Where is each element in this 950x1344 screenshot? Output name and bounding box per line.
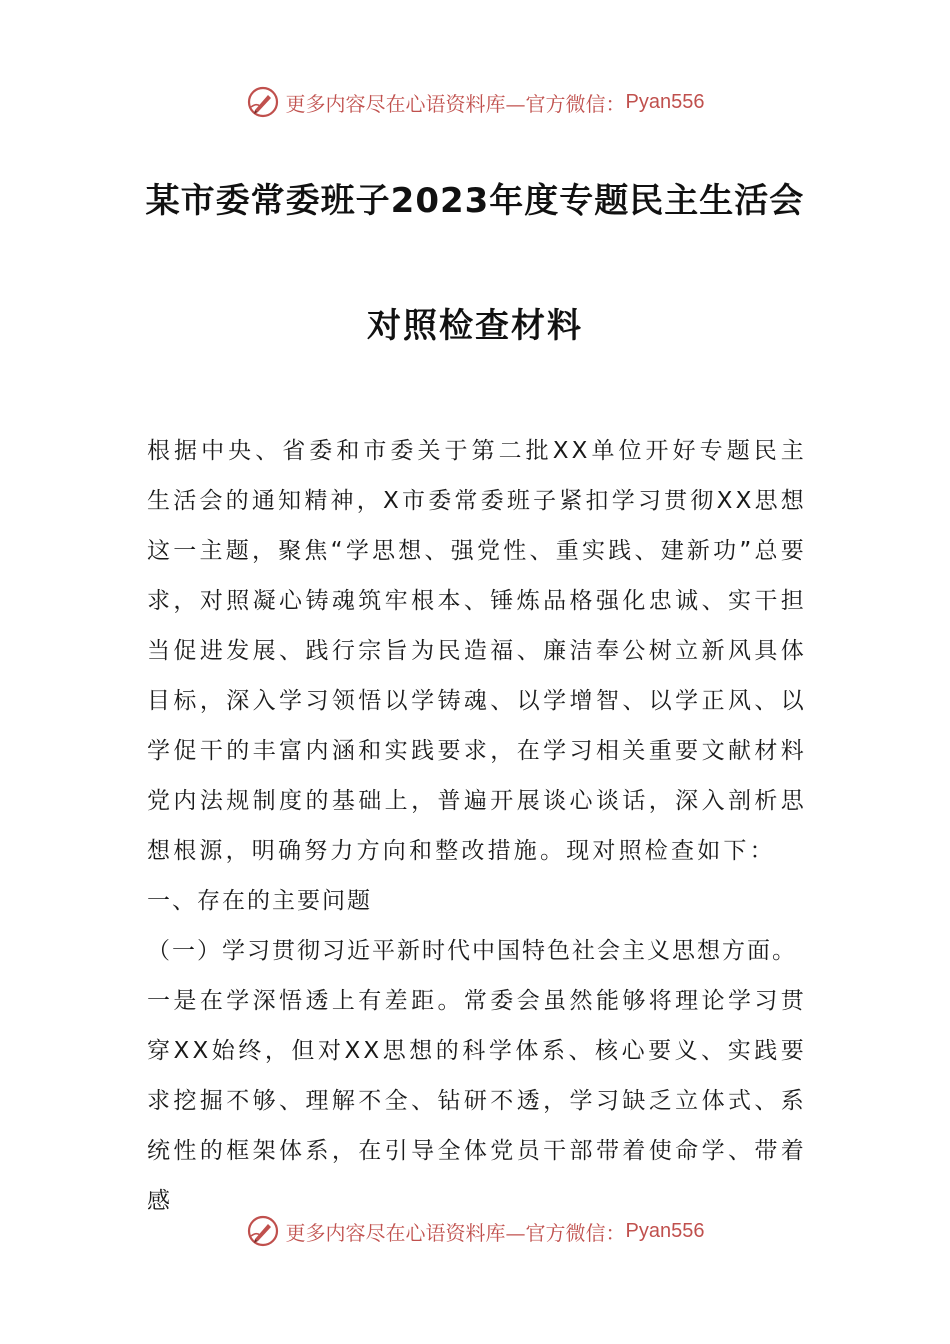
subsection-heading: （一）学习贯彻习近平新时代中国特色社会主义思想方面。 <box>147 938 797 964</box>
document-title-line1: 某市委常委班子2023年度专题民主生活会 <box>145 181 805 221</box>
watermark-text: 更多内容尽在心语资料库—官方微信： <box>285 91 626 116</box>
subsection-paragraph: 一是在学深悟透上有差距。常委会虽然能够将理论学习贯穿XX始终，但对XX思想的科学体系、核心要义、实践要求挖掘不够、理解不全、钻研不透，学习缺乏立体式、系统性的框架体系，在引导全体党员干部带着使命学、带着感 <box>147 988 807 1214</box>
section-heading: 一、存在的主要问题 <box>147 888 372 914</box>
watermark-handle: Pyan556 <box>625 1219 705 1242</box>
pen-logo-icon <box>246 1214 280 1248</box>
document-body <box>147 426 807 1226</box>
watermark-text: 更多内容尽在心语资料库—官方微信： <box>285 1220 626 1245</box>
intro-paragraph: 根据中央、省委和市委关于第二批XX单位开好专题民主生活会的通知精神，X市委常委班子紧扣学习贯彻XX思想这一主题，聚焦“学思想、强党性、重实践、建新功”总要求，对照凝心铸魂筑牢根本、锤炼品格强化忠诚、实干担当促进发展、践行宗旨为民造福、廉洁奉公树立新风具体目标，深入学习领悟以学铸魂、以学增智、以学正风、以学促干的丰富内涵和实践要求，在学习相关重要文献材料党内法规制度的基础上，普遍开展谈心谈话，深入剖析思想根源，明确努力方向和整改措施。现对照检查如下： <box>147 438 807 864</box>
pen-logo-icon <box>246 85 280 119</box>
document-title-line2: 对照检查材料 <box>367 306 583 346</box>
watermark-handle: Pyan556 <box>625 90 705 113</box>
watermark-header <box>0 82 950 122</box>
watermark-footer <box>0 1211 950 1251</box>
